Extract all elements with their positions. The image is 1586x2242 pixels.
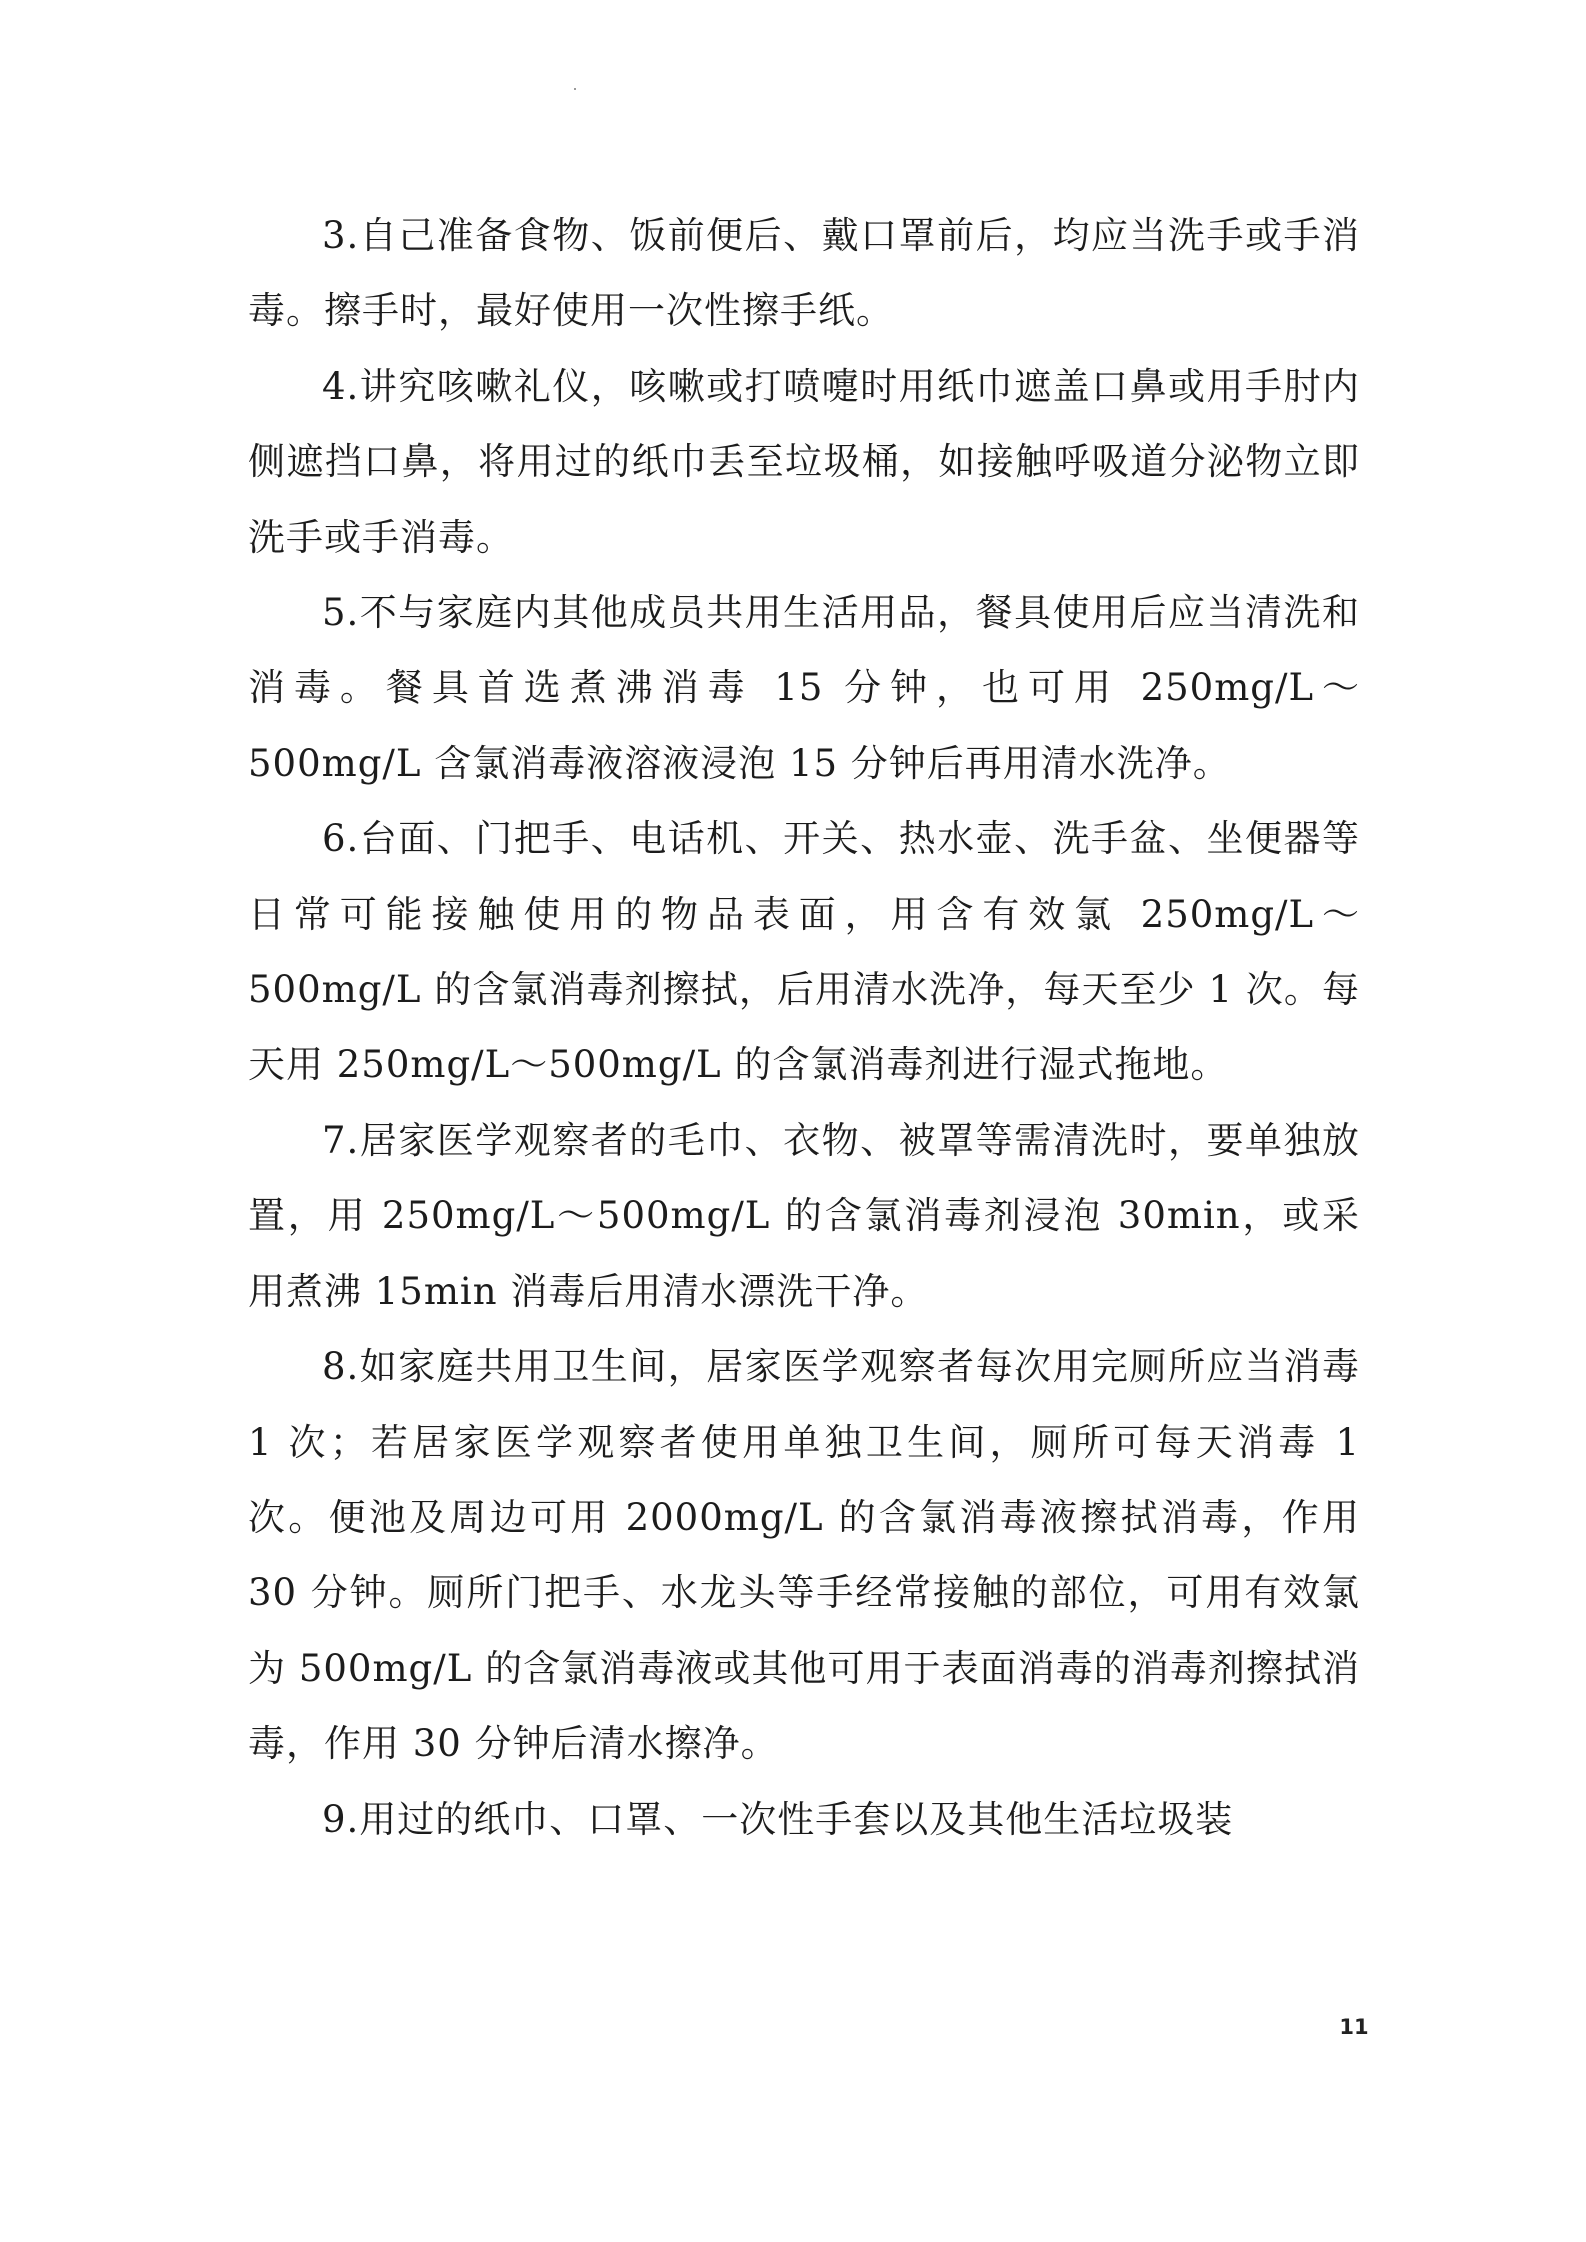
paragraph-6: 6.台面、门把手、电话机、开关、热水壶、洗手盆、坐便器等日常可能接触使用的物品表面，用含有效氯 250mg/L～500mg/L 的含氯消毒剂擦拭，后用清水洗净，每天至少 1 次。每天用 250mg/L～500mg/L 的含氯消毒剂进行湿式拖地。	[248, 817, 1360, 1087]
paragraph-4: 4.讲究咳嗽礼仪，咳嗽或打喷嚏时用纸巾遮盖口鼻或用手肘内侧遮挡口鼻，将用过的纸巾丢至垃圾桶，如接触呼吸道分泌物立即洗手或手消毒。	[248, 364, 1360, 559]
paragraph-5: 5.不与家庭内其他成员共用生活用品，餐具使用后应当清洗和消毒。餐具首选煮沸消毒 15 分钟，也可用 250mg/L～500mg/L 含氯消毒液溶液浸泡 15 分钟后再用清水洗净。	[248, 591, 1360, 785]
body-text	[248, 198, 1360, 1857]
paragraph-7: 7.居家医学观察者的毛巾、衣物、被罩等需清洗时，要单独放置，用 250mg/L～500mg/L 的含氯消毒剂浸泡 30min，或采用煮沸 15min 消毒后用清水漂洗干净。	[248, 1118, 1360, 1313]
paragraph-9: 9.用过的纸巾、口罩、一次性手套以及其他生活垃圾装	[322, 1797, 1234, 1841]
scan-speck	[574, 88, 576, 90]
paragraph-8: 8.如家庭共用卫生间，居家医学观察者每次用完厕所应当消毒 1 次；若居家医学观察者使用单独卫生间，厕所可每天消毒 1 次。便池及周边可用 2000mg/L 的含氯消毒液擦拭消毒，作用 30 分钟。厕所门把手、水龙头等手经常接触的部位，可用有效氯为 500mg/L 的含氯消毒液或其他可用于表面消毒的消毒剂擦拭消毒，作用 30 分钟后清水擦净。	[248, 1345, 1360, 1766]
page-number: 11	[1339, 2015, 1369, 2039]
paragraph-3: 3.自己准备食物、饭前便后、戴口罩前后，均应当洗手或手消毒。擦手时，最好使用一次性擦手纸。	[248, 214, 1360, 333]
